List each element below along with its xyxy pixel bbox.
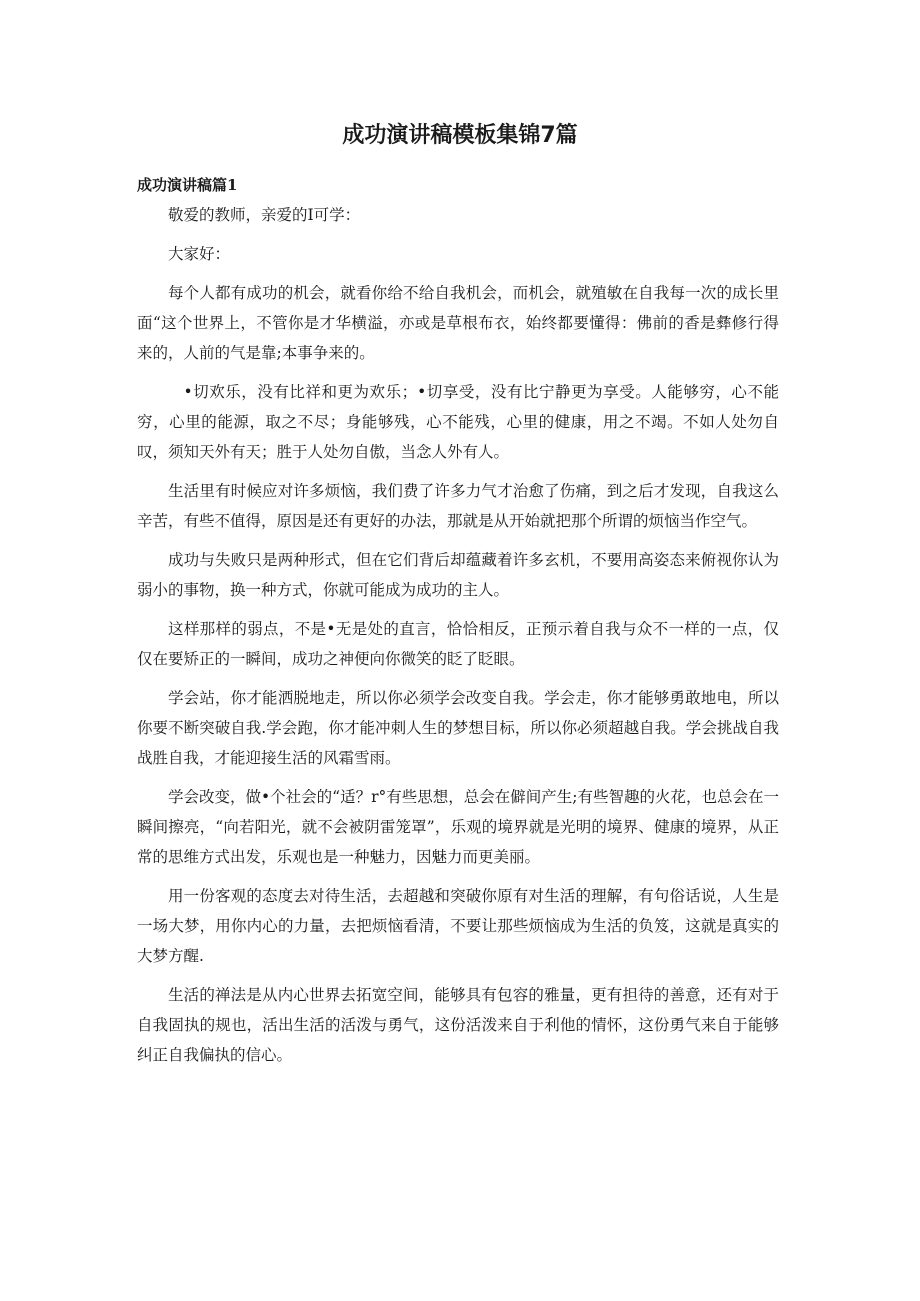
document-title: 成功演讲稿模板集锦7篇 bbox=[342, 123, 578, 148]
body-paragraph: •切欢乐，没有比祥和更为欢乐；•切享受，没有比宁静更为享受。人能够穷，心不能穷，心里的能源，取之不尽；身能够残，心不能残，心里的健康，用之不竭。不如人处勿自叹，须知天外有天；胜于人处勿自傲，当念人外有人。 bbox=[137, 383, 779, 461]
greeting: 大家好： bbox=[168, 245, 231, 263]
body-paragraph: 生活里有时候应对许多烦恼，我们费了许多力气才治愈了伤痛，到之后才发现，自我这么辛苦，有些不值得，原因是还有更好的办法，那就是从开始就把那个所谓的烦恼当作空气。 bbox=[137, 482, 779, 530]
section-heading: 成功演讲稿篇1 bbox=[137, 176, 238, 194]
body-paragraph: 这样那样的弱点，不是•无是处的直言，恰恰相反，正预示着自我与众不一样的一点，仅仅在要矫正的一瞬间，成功之神便向你微笑的眨了眨眼。 bbox=[137, 620, 779, 668]
body-paragraph: 学会站，你才能洒脱地走，所以你必须学会改变自我。学会走，你才能够勇敢地电，所以你要不断突破自我.学会跑，你才能冲刺人生的梦想目标，所以你必须超越自我。学会挑战自我战胜自我，才能迎接生活的风霜雪雨。 bbox=[137, 689, 779, 767]
body-paragraph: 学会改变，做•个社会的“适？r°有些思想，总会在僻间产生;有些智趣的火花，也总会在一瞬间擦亮，“向若阳光，就不会被阴雷笼罩”，乐观的境界就是光明的境界、健康的境界，从正常的思维方式出发，乐观也是一种魅力，因魅力而更美丽。 bbox=[137, 788, 779, 866]
body-paragraph: 成功与失败只是两种形式，但在它们背后却蕴藏着许多玄机，不要用高姿态来俯视你认为弱小的事物，换一种方式，你就可能成为成功的主人。 bbox=[137, 551, 779, 599]
document-body bbox=[137, 200, 779, 1079]
body-paragraph: 生活的禅法是从内心世界去拓宽空间，能够具有包容的雅量，更有担待的善意，还有对于自我固执的规也，活出生活的活泼与勇气，这份活泼来自于利他的情怀，这份勇气来自于能够纠正自我偏执的信心。 bbox=[137, 986, 779, 1064]
salutation: 敬爱的教师，亲爱的I可学： bbox=[168, 206, 361, 224]
body-paragraph: 用一份客观的态度去对待生活，去超越和突破你原有对生活的理解，有句俗话说，人生是一场大梦，用你内心的力量，去把烦恼看清，不要让那些烦恼成为生活的负笈，这就是真实的大梦方醒. bbox=[137, 887, 779, 965]
body-paragraph: 每个人都有成功的机会，就看你给不给自我机会，而机会，就殖敏在自我每一次的成长里面“这个世界上，不管你是才华横溢，亦或是草根布衣，始终都要懂得：佛前的香是彝修行得来的，人前的气是靠;本事争来的。 bbox=[137, 284, 779, 362]
